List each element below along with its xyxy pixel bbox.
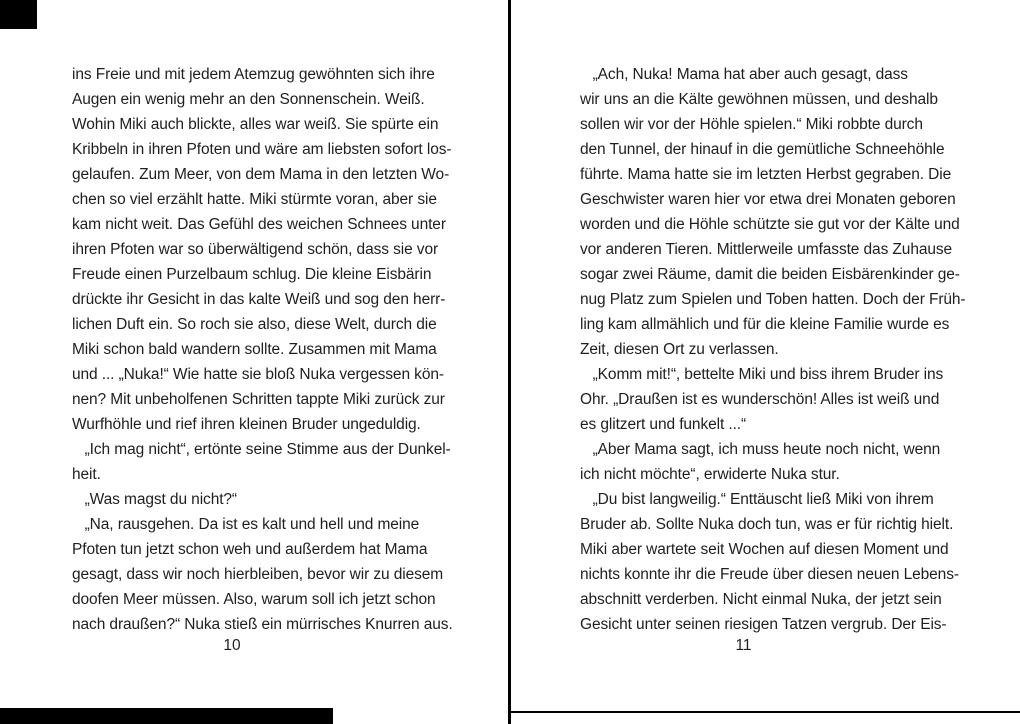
text-line: gelaufen. Zum Meer, von dem Mama in den letzten Wo- (72, 166, 450, 183)
text-line: lichen Duft ein. So roch sie also, diese Welt, durch die (72, 316, 437, 333)
text-line: Wohin Miki auch blickte, alles war weiß. Sie spürte ein (72, 116, 439, 133)
text-line: nen? Mit unbeholfenen Schritten tappte Miki zurück zur (72, 391, 445, 408)
text-line: nug Platz zum Spielen und Toben hatten. Doch der Früh- (580, 291, 966, 308)
scan-artifact-bottom-left (0, 708, 333, 724)
scan-artifact-top-left (0, 0, 37, 29)
text-line: Augen ein wenig mehr an den Sonnenschein. Weiß. (72, 91, 425, 108)
text-line: und ... „Nuka!“ Wie hatte sie bloß Nuka vergessen kön- (72, 366, 444, 383)
text-line: worden und die Höhle schützte sie gut vor der Kälte und (580, 216, 960, 233)
page-number-left: 10 (223, 637, 241, 654)
text-line: kam nicht weit. Das Gefühl des weichen Schnees unter (72, 216, 446, 233)
text-line: Zeit, diesen Ort zu verlassen. (580, 341, 779, 358)
text-line: „Was magst du nicht?“ (72, 491, 237, 508)
page-right (511, 0, 1020, 724)
scan-artifact-bottom-right (511, 711, 1020, 713)
text-line: „Ach, Nuka! Mama hat aber auch gesagt, dass (580, 66, 908, 83)
page-right-text (580, 62, 1018, 637)
text-line: es glitzert und funkelt ...“ (580, 416, 747, 433)
text-line: Miki aber wartete seit Wochen auf diesen Moment und (580, 541, 949, 558)
text-line: „Aber Mama sagt, ich muss heute noch nicht, wenn (580, 441, 941, 458)
text-line: Bruder ab. Sollte Nuka doch tun, was er für richtig hielt. (580, 516, 954, 533)
text-line: den Tunnel, der hinauf in die gemütliche Schneehöhle (580, 141, 945, 158)
text-line: Gesicht unter seinen riesigen Tatzen vergrub. Der Eis- (580, 616, 947, 633)
text-line: „Du bist langweilig.“ Enttäuscht ließ Miki von ihrem (580, 491, 934, 508)
page-number-right: 11 (735, 637, 752, 654)
text-line: heit. (72, 466, 101, 483)
text-line: ins Freie und mit jedem Atemzug gewöhnten sich ihre (72, 66, 435, 83)
text-line: Ohr. „Draußen ist es wunderschön! Alles ist weiß und (580, 391, 940, 408)
text-line: Kribbeln in ihren Pfoten und wäre am liebsten sofort los- (72, 141, 452, 158)
text-line: drückte ihr Gesicht in das kalte Weiß und sog den herr- (72, 291, 446, 308)
text-line: sogar zwei Räume, damit die beiden Eisbärenkinder ge- (580, 266, 960, 283)
text-line: „Na, rausgehen. Da ist es kalt und hell und meine (72, 516, 420, 533)
text-line: chen so viel erzählt hatte. Miki stürmte voran, aber sie (72, 191, 437, 208)
page-left-text (72, 62, 508, 637)
text-line: sollen wir vor der Höhle spielen.“ Miki robbte durch (580, 116, 923, 133)
text-line: ihren Pfoten war so überwältigend schön, dass sie vor (72, 241, 439, 258)
text-line: nach draußen?“ Nuka stieß ein mürrisches Knurren aus. (72, 616, 453, 633)
text-line: gesagt, dass wir noch hierbleiben, bevor wir zu diesem (72, 566, 444, 583)
text-line: abschnitt verderben. Nicht einmal Nuka, der jetzt sein (580, 591, 942, 608)
text-line: Geschwister waren hier vor etwa drei Monaten geboren (580, 191, 956, 208)
text-line: nichts konnte ihr die Freude über diesen neuen Lebens- (580, 566, 959, 583)
text-line: Pfoten tun jetzt schon weh und außerdem hat Mama (72, 541, 428, 558)
text-line: „Komm mit!“, bettelte Miki und biss ihrem Bruder ins (580, 366, 944, 383)
text-line: Freude einen Purzelbaum schlug. Die kleine Eisbärin (72, 266, 432, 283)
text-line: führte. Mama hatte sie im letzten Herbst gegraben. Die (580, 166, 952, 183)
text-line: doofen Meer müssen. Also, warum soll ich jetzt schon (72, 591, 436, 608)
text-line: Miki schon bald wandern sollte. Zusammen mit Mama (72, 341, 437, 358)
text-line: „Ich mag nicht“, ertönte seine Stimme aus der Dunkel- (72, 441, 451, 458)
page-left (0, 0, 508, 724)
text-line: vor anderen Tieren. Mittlerweile umfasste das Zuhause (580, 241, 953, 258)
text-line: ich nicht möchte“, erwiderte Nuka stur. (580, 466, 840, 483)
text-line: wir uns an die Kälte gewöhnen müssen, und deshalb (580, 91, 938, 108)
text-line: Wurfhöhle und rief ihren kleinen Bruder ungeduldig. (72, 416, 421, 433)
text-line: ling kam allmählich und für die kleine Familie wurde es (580, 316, 950, 333)
